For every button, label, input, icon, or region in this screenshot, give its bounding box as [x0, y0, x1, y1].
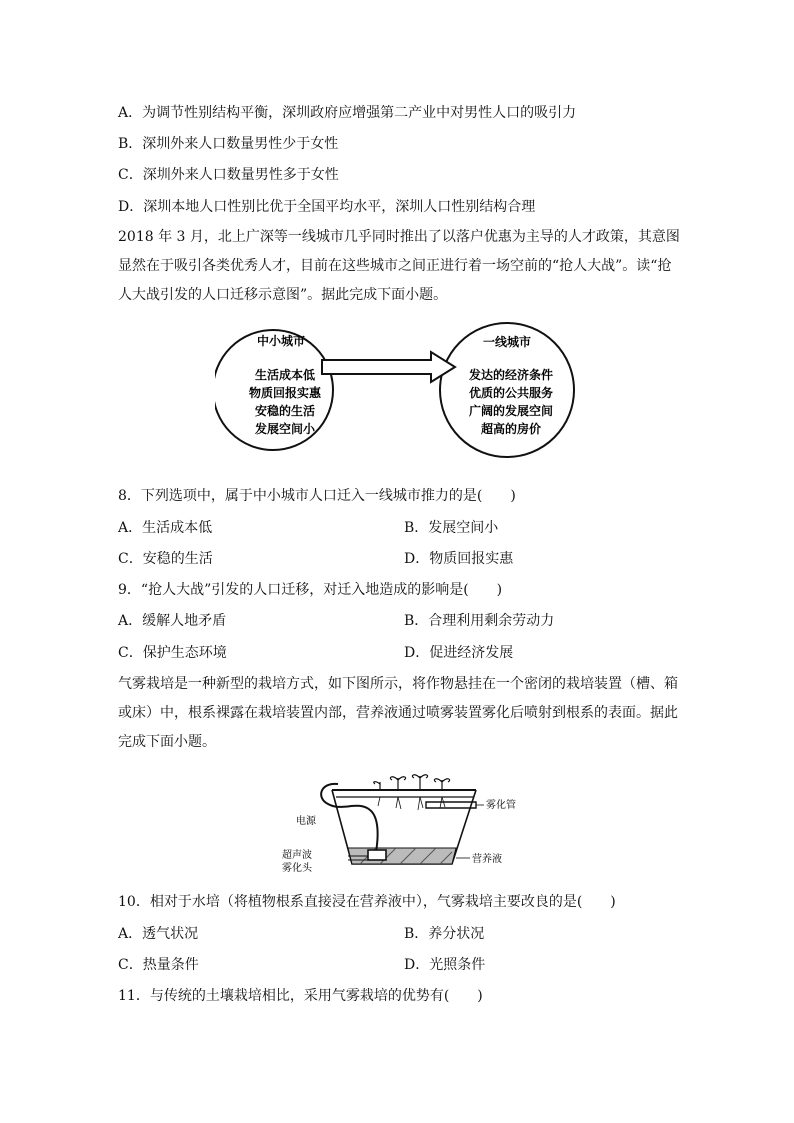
first-tier-city-factor: 优质的公共服务 — [468, 386, 554, 400]
label-nutrient-solution: 营养液 — [472, 854, 502, 865]
small-city-factor: 物质回报实惠 — [248, 386, 322, 400]
question-9-stem: 9．“抢人大战”引发的人口迁移，对迁入地造成的影响是( ) — [118, 582, 503, 598]
passage-line: 完成下面小题。 — [118, 734, 216, 750]
question-9-option-d[interactable]: D．促进经济发展 — [404, 645, 514, 661]
passage-line: 人大战引发的人口迁移示意图”。据此完成下面小题。 — [118, 287, 448, 303]
question-9-option-a[interactable]: A．缓解人地矛盾 — [118, 613, 227, 629]
question-10-option-c[interactable]: C．热量条件 — [118, 957, 199, 973]
question-10-options-row — [118, 924, 678, 944]
question-8-options-row — [118, 518, 678, 538]
question-9-options-row — [118, 611, 678, 631]
label-nozzle: 雾化头 — [282, 863, 312, 874]
seedling-icon — [390, 777, 405, 809]
label-spray-tube: 雾化管 — [486, 800, 516, 811]
prev-option-d: D．深圳本地人口性别比优于全国平均水平，深圳人口性别结构合理 — [118, 199, 536, 215]
passage-line: 或床）中，根系裸露在栽培装置内部，营养液通过喷雾装置雾化后喷射到根系的表面。据此 — [118, 705, 678, 721]
seedling-icon — [434, 779, 449, 808]
question-9-options-row — [118, 643, 678, 663]
question-8-options-row — [118, 549, 678, 569]
passage-line: 显然在于吸引各类优秀人才，目前在这些城市之间正进行着一场空前的“抢人大战”。读“抢 — [118, 258, 672, 274]
question-8-option-b[interactable]: B．发展空间小 — [404, 520, 499, 536]
passage-line: 气雾栽培是一种新型的栽培方式，如下图所示，将作物悬挂在一个密闭的栽培装置（槽、箱 — [118, 676, 678, 692]
first-tier-city-title: 一线城市 — [482, 335, 532, 349]
question-10-option-b[interactable]: B．养分状况 — [404, 926, 485, 942]
question-11-stem: 11．与传统的土壤栽培相比，采用气雾栽培的优势有( ) — [118, 988, 483, 1004]
question-8-option-a[interactable]: A．生活成本低 — [118, 520, 213, 536]
question-8-option-d[interactable]: D．物质回报实惠 — [404, 551, 514, 567]
ultrasonic-nozzle — [368, 850, 386, 860]
prev-option-c: C．深圳外来人口数量男性多于女性 — [118, 167, 339, 183]
small-city-factor: 安稳的生活 — [254, 404, 316, 418]
first-tier-city-factor: 发达的经济条件 — [468, 368, 554, 382]
question-9-option-c[interactable]: C．保护生态环境 — [118, 645, 227, 661]
question-10-option-d[interactable]: D．光照条件 — [404, 957, 486, 973]
small-city-factor: 发展空间小 — [254, 422, 316, 436]
first-tier-city-factor: 广阔的发展空间 — [468, 404, 554, 418]
migration-diagram — [215, 322, 579, 472]
small-city-title: 中小城市 — [256, 334, 306, 348]
label-power: 电源 — [296, 816, 316, 827]
passage-migration — [118, 223, 684, 310]
aeroponics-diagram — [280, 768, 530, 880]
migration-arrow-icon — [322, 352, 455, 382]
small-city-factor: 生活成本低 — [254, 368, 316, 382]
power-cable — [321, 784, 377, 852]
passage-aeroponics — [118, 670, 684, 757]
question-10-options-row — [118, 955, 678, 975]
prev-option-a: A．为调节性别结构平衡，深圳政府应增强第二产业中对男性人口的吸引力 — [118, 105, 577, 121]
question-9-option-b[interactable]: B．合理利用剩余劳动力 — [404, 613, 555, 629]
question-10-stem: 10．相对于水培（将植物根系直接浸在营养液中），气雾栽培主要改良的是( ) — [118, 894, 616, 910]
question-10-option-a[interactable]: A．透气状况 — [118, 926, 199, 942]
seedling-icon — [374, 782, 380, 806]
spray-tube — [426, 802, 476, 808]
passage-line: 2018 年 3 月，北上广深等一线城市几乎同时推出了以落户优惠为主导的人才政策，其意图 — [118, 229, 680, 245]
label-nozzle: 超声波 — [282, 850, 312, 861]
question-8-option-c[interactable]: C．安稳的生活 — [118, 551, 213, 567]
prev-option-b: B．深圳外来人口数量男性少于女性 — [118, 136, 339, 152]
question-8-stem: 8．下列选项中，属于中小城市人口迁入一线城市推力的是( ) — [118, 488, 516, 504]
first-tier-city-factor: 超高的房价 — [480, 422, 542, 436]
